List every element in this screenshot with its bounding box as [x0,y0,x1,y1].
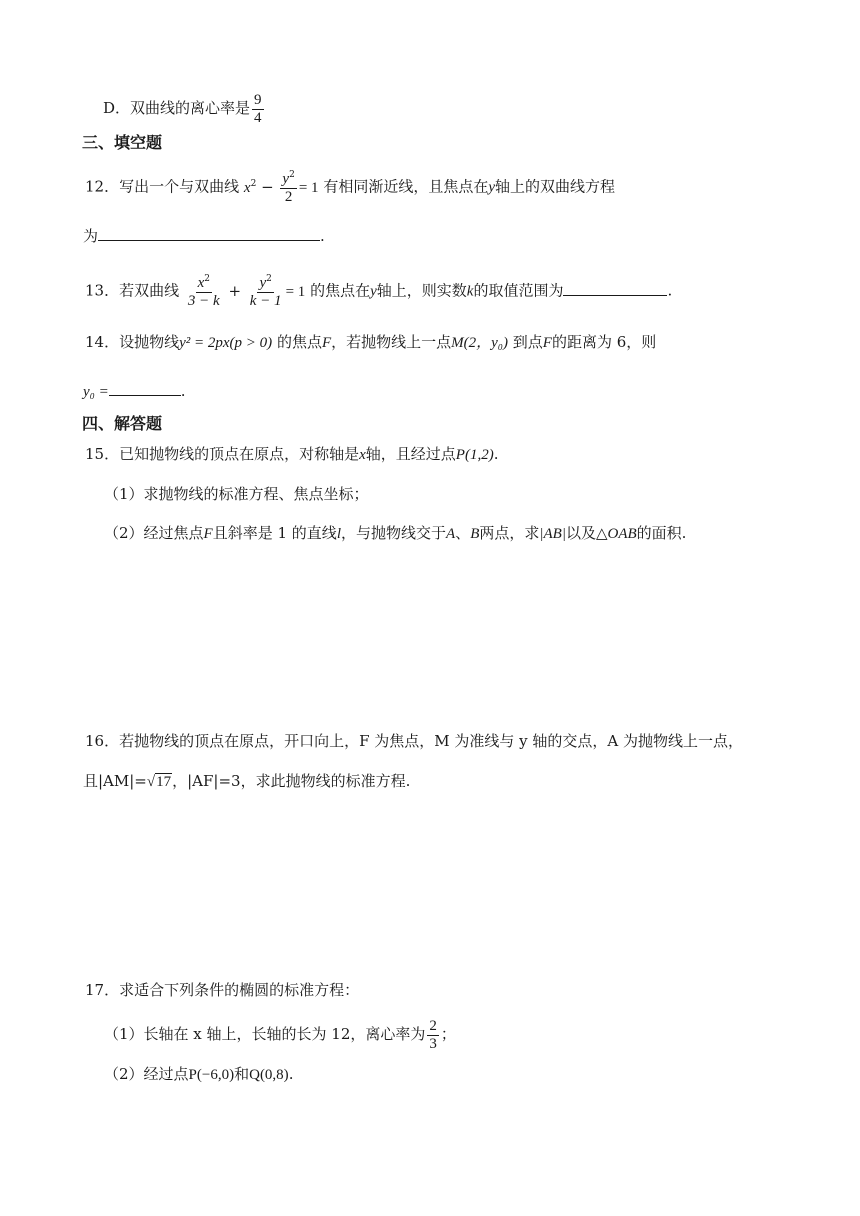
q15-p2c: ，与抛物线交于 [340,524,446,542]
q12-text-b: 有相同渐近线，且焦点在 [323,177,489,196]
q16-line2b: ，|AF|=3，求此抛物线的标准方程. [172,772,411,790]
q13-frac2: $\frac{y^2}{k - 1}$ [249,274,282,309]
q14-f: F [321,335,332,351]
q16-line2a: 且|AM|= [83,772,147,790]
q15-p2a: （2）经过焦点 [104,524,204,542]
q14-answer-blank[interactable] [109,379,181,396]
q12-fraction: $\frac{y^2}{2}$ [282,170,295,205]
q14-text-d: 到点 [512,333,543,351]
q12-wei: 为 [83,227,99,245]
q14-end: . [180,382,186,400]
q17-p1a: （1）长轴在 x 轴上，长轴的长为 12，离心率为 [104,1025,426,1043]
q15-text-b: 轴，且经过点 [365,445,456,463]
question-16-line2 [83,771,410,792]
q12-var-x: x [243,179,251,196]
q15-end: . [493,445,499,463]
q13-end: . [667,281,673,300]
q15-text: 已知抛物线的顶点在原点，对称轴是 [119,445,360,463]
q17-point-p: P(−6,0) [188,1067,235,1083]
q13-k: k [466,283,474,300]
q12-eq: = 1 [298,179,319,196]
q17-frac-den: 3 [429,1035,437,1052]
question-17-part2 [104,1064,293,1085]
question-17 [85,980,359,1000]
q13-den1: 3 − k [187,292,220,309]
option-d [103,92,266,126]
q13-frac1: $\frac{x^2}{3 - k}$ [187,274,220,309]
question-12-line2 [83,224,325,246]
q14-f2: F [542,335,552,351]
q12-var-y: y [282,171,290,187]
q13-text-d: 的取值范围为 [473,281,564,300]
q17-and: 和 [234,1065,250,1083]
q13-den2: k − 1 [249,292,282,309]
q14-text-c: ，若抛物线上一点 [331,333,452,351]
q13-text: 若双曲线 [119,281,180,300]
q13-y: y [370,283,377,300]
section-4-title: 四、解答题 [82,414,163,433]
q16-text: 若抛物线的顶点在原点，开口向上，F 为焦点，M 为准线与 y 轴的交点，A 为抛物线上一点， [119,732,744,750]
q15-number: 15． [85,445,120,463]
q15-abs: |AB| [539,526,566,542]
q17-point-q: Q(0,8) [249,1067,289,1083]
q12-answer-blank[interactable] [98,224,320,241]
q13-text-c: 轴上，则实数 [376,281,467,300]
q16-sqrt: √17 [146,774,172,790]
q17-fraction [427,1018,439,1052]
option-d-label: D．双曲线的离心率是 [103,99,251,117]
q15-p2e: 以及 [565,524,596,542]
q12-den: 2 [284,188,293,205]
q17-number: 17． [85,981,120,999]
q15-f: F [203,526,213,542]
question-15 [85,444,498,465]
q14-point: M(2，y₀) [451,335,508,351]
q15-point: P(1,2) [455,447,494,463]
q12-end: . [320,227,325,245]
q15-p2f: 的面积. [636,524,687,542]
question-16 [85,731,743,751]
q16-sqrt-val: 17 [156,774,172,790]
q17-text: 求适合下列条件的椭圆的标准方程： [119,981,360,999]
question-12 [85,170,615,205]
q15-p2b: 且斜率是 1 的直线 [212,524,337,542]
q14-text-e: 的距离为 6，则 [551,333,657,351]
q15-l: l [336,526,341,542]
q12-text-c: 轴上的双曲线方程 [495,177,616,196]
option-d-fraction: $\frac{9}{4}$ [254,92,262,126]
q15-sep: 、 [455,524,471,542]
question-13 [85,274,672,309]
q17-frac-num: 2 [429,1018,437,1034]
q14-y0: y₀ = [83,384,109,400]
question-15-part1: （1）求抛物线的标准方程、焦点坐标； [104,485,369,503]
q13-eq: = 1 [285,283,306,300]
q13-answer-blank[interactable] [563,279,667,296]
q15-a: A [446,526,456,542]
q17-p2-end: . [288,1065,294,1083]
q13-text-b: 的焦点在 [310,281,371,300]
q12-text: 写出一个与双曲线 [119,177,240,196]
q15-tri: △OAB [595,526,637,542]
q17-p2a: （2）经过点 [104,1065,189,1083]
q12-equation: $x^2$ − $\frac{y^2}{2}$ = 1 [243,170,319,205]
question-14-line2 [83,379,186,402]
q15-p2d: 两点，求 [479,524,540,542]
q14-text-b: 的焦点 [276,333,322,351]
q13-equation: $\frac{x^2}{3 - k}$ + $\frac{y^2}{k - 1}$ = 1 [187,274,306,309]
q14-text: 设抛物线 [119,333,180,351]
q12-number: 12． [85,177,120,196]
question-14 [85,332,656,353]
q15-b: B [470,526,480,542]
q13-number: 13． [85,281,120,300]
section-3-title: 三、填空题 [82,133,163,152]
q14-number: 14． [85,333,120,351]
q14-equation: y² = 2px(p > 0) [179,335,273,351]
q15-x: x [359,447,366,463]
q16-number: 16． [85,732,120,750]
question-15-part2 [104,523,686,544]
q12-y: y [488,179,495,196]
question-17-part1 [104,1018,456,1052]
q17-p1-end: ； [440,1025,456,1043]
